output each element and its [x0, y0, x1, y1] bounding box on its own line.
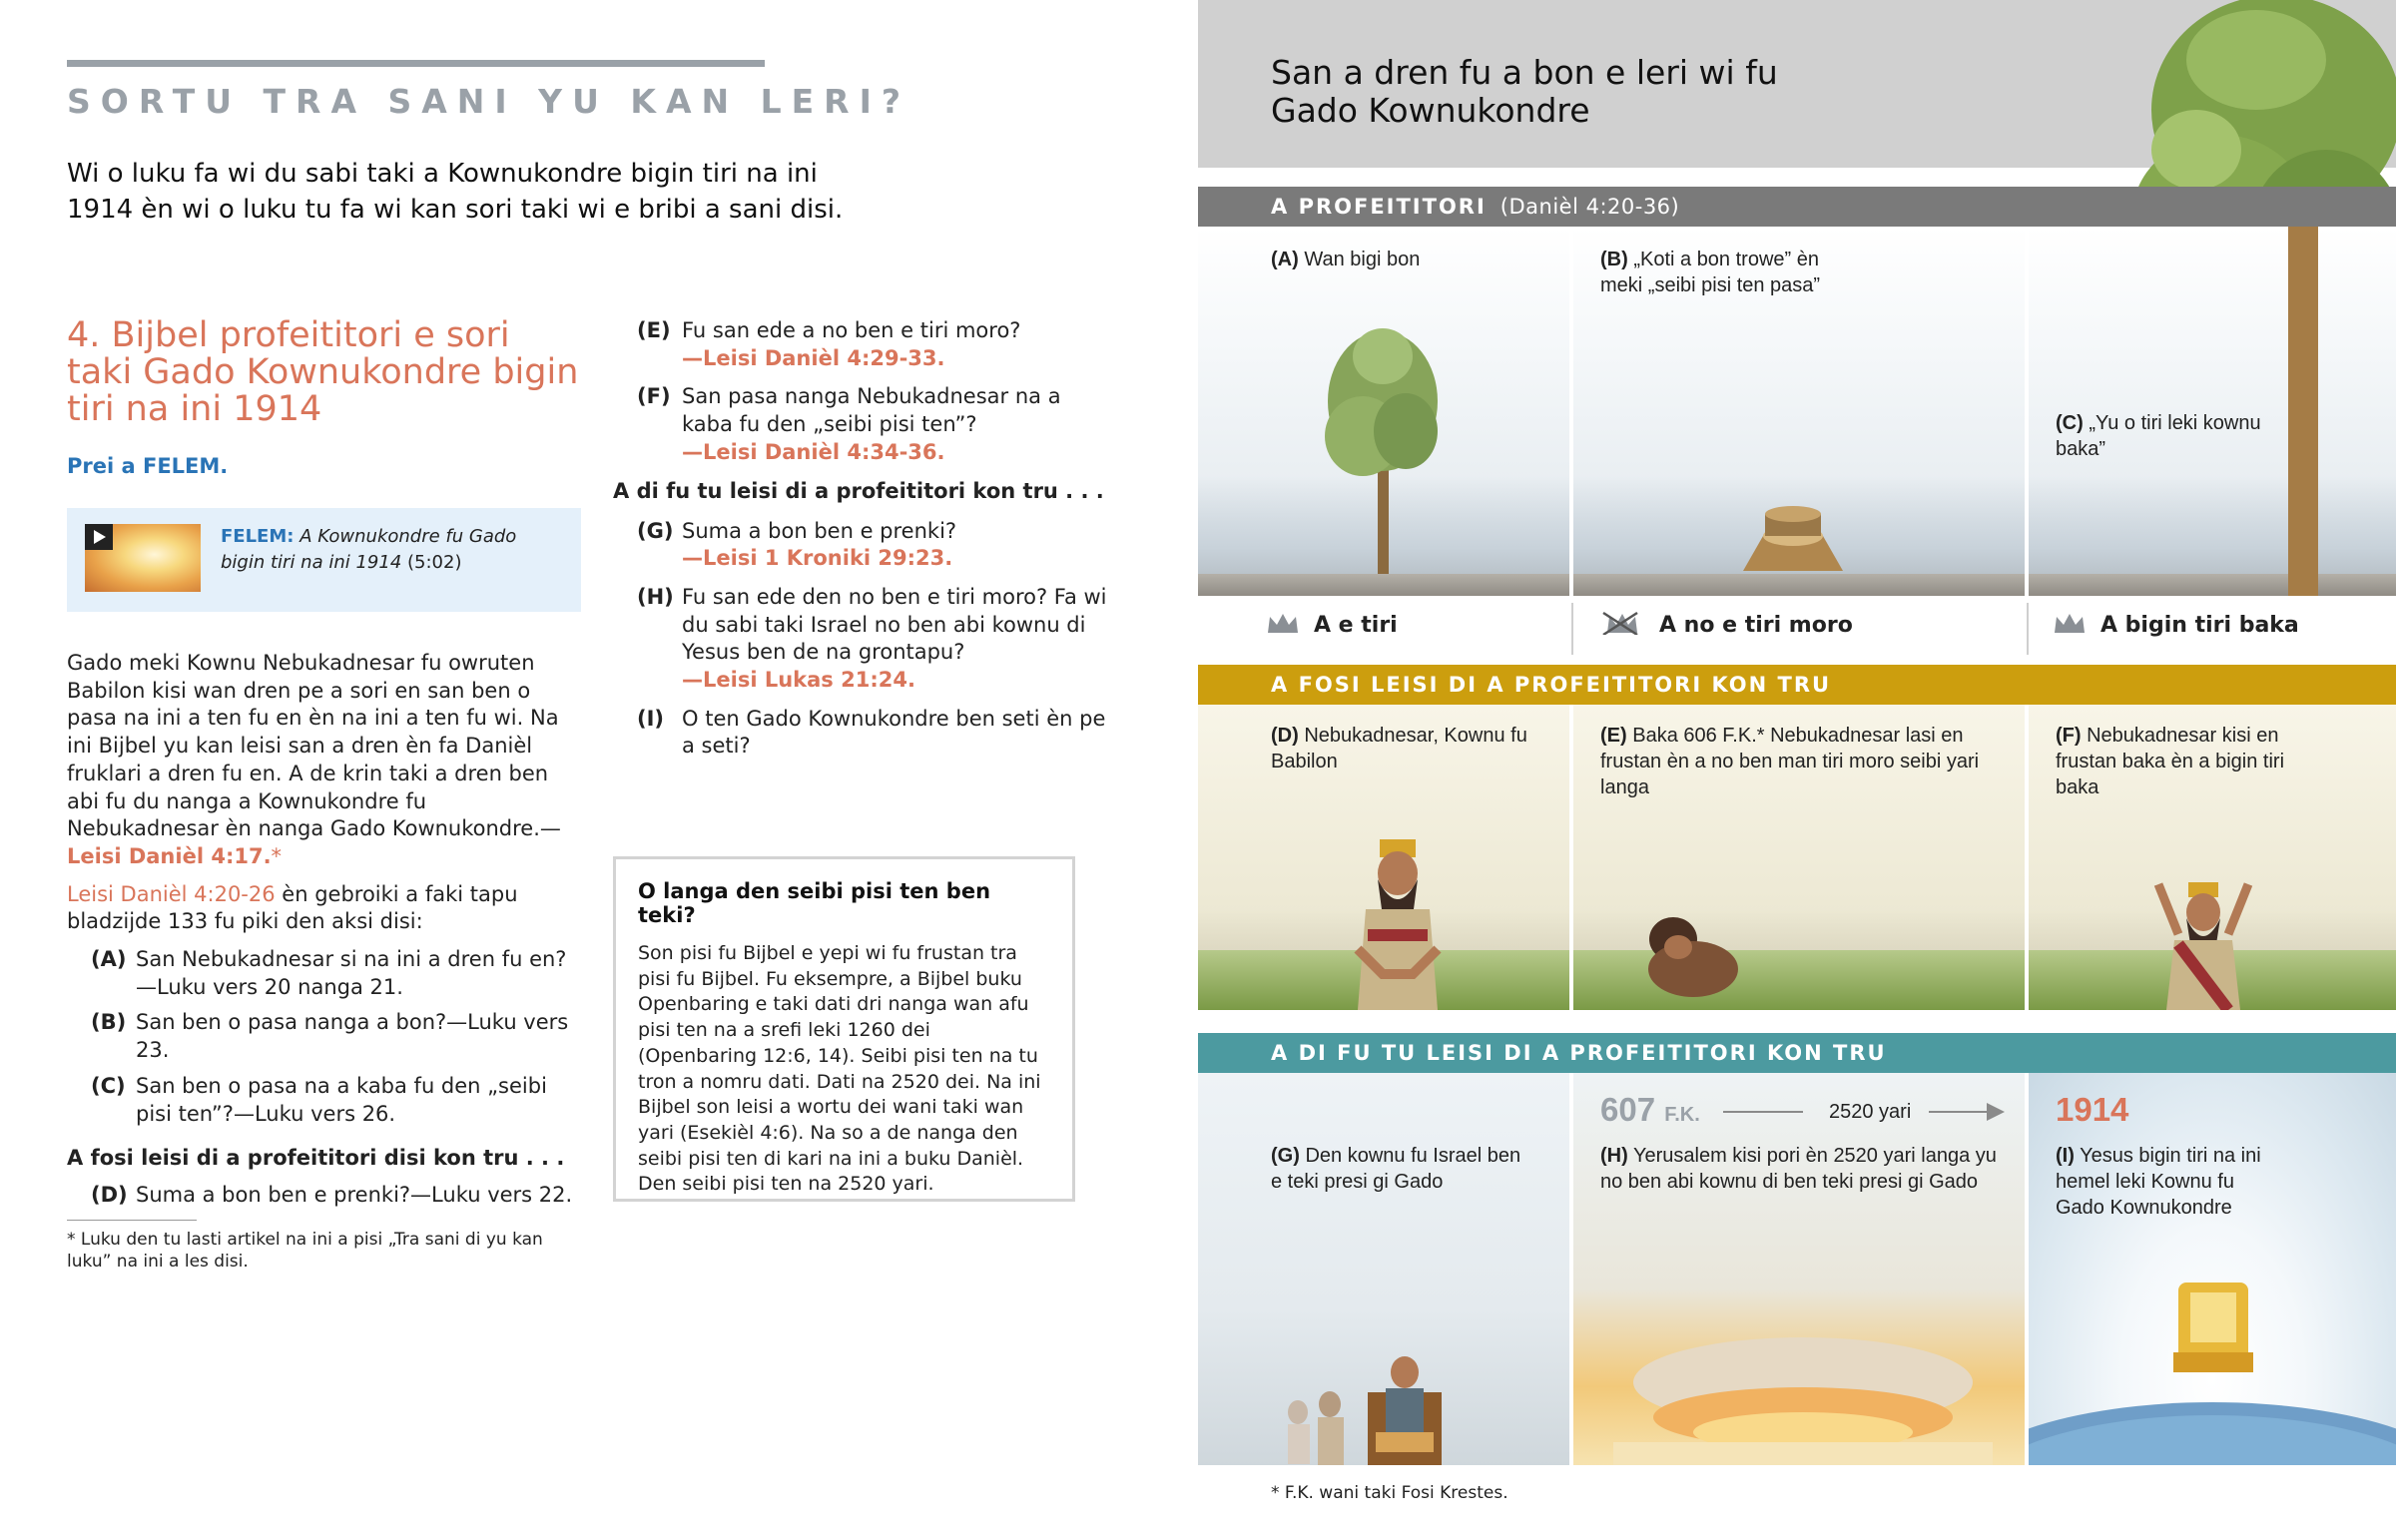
- scripture-link-daniel-4-20[interactable]: Leisi Danièl 4:20-26: [67, 881, 276, 906]
- earth-horizon-icon: [2029, 1382, 2396, 1465]
- question-item: [67, 1073, 581, 1128]
- question-item: [613, 584, 1112, 695]
- panel-e-madness: [1573, 705, 2025, 1010]
- question-text: San Nebukadnesar si na ini a dren fu en?—Luku vers 20 nanga 21.: [136, 947, 567, 999]
- play-icon[interactable]: [85, 524, 113, 550]
- right-page-chart: [1198, 0, 2396, 1540]
- video-title[interactable]: A Kownukondre fu Gado bigin tiri na ini 1914: [221, 526, 517, 573]
- panel-f-restored-king: [2029, 705, 2396, 1010]
- crouching-man-icon: [1633, 909, 1743, 999]
- panel-i-label: [2056, 1143, 2285, 1221]
- question-item: [613, 317, 1112, 372]
- right-title: San a dren fu a bon e leri wi fu Gado Kownukondre: [1271, 53, 1778, 130]
- panel-d-label: [1271, 723, 1540, 774]
- video-label: FELEM:: [221, 526, 295, 547]
- panel-letter: (C): [2056, 412, 2084, 434]
- panel-g-israel-kings: [1198, 1073, 1569, 1465]
- throne-icon: [2168, 1273, 2258, 1382]
- small-tree-icon: [1308, 326, 1458, 576]
- panel-text: „Yu o tiri leki kownu baka”: [2056, 412, 2261, 460]
- question-letter: (H): [637, 584, 674, 609]
- year-start-unit: F.K.: [1664, 1104, 1700, 1126]
- year-607: [1600, 1091, 1700, 1129]
- paragraph-dream: [67, 650, 581, 871]
- question-text: Fu san ede den no ben e tiri moro? Fa wi du sabi taki Israel no ben abi kownu di Yesus ben de na grontapu?: [682, 584, 1107, 665]
- crown-icon: [2053, 611, 2087, 635]
- paragraph-read: [67, 881, 581, 936]
- panel-letter: (G): [1271, 1145, 1300, 1167]
- panel-letter: (I): [2056, 1145, 2075, 1167]
- question-letter: (E): [637, 318, 671, 342]
- panel-a-label: [1271, 247, 1550, 272]
- king-figure-icon: [1348, 839, 1448, 1010]
- question-item: [67, 1009, 581, 1064]
- arrow-right-icon: [1987, 1103, 2005, 1121]
- panel-d-king: [1198, 705, 1569, 1010]
- timeline-line-right: [1929, 1111, 1989, 1113]
- footnote-rule: [67, 1220, 197, 1221]
- first-fulfillment-bar: A FOSI LEISI DI A PROFEITITORI KON TRU: [1198, 665, 2396, 705]
- panel-b-stump: [1573, 227, 2025, 596]
- divider: [2027, 603, 2029, 655]
- lesson-heading: 4. Bijbel profeititori e sori taki Gado Kownukondre bigin tiri na ini 1914: [67, 315, 579, 429]
- panel-text: Wan bigi bon: [1304, 249, 1421, 270]
- status-ruling: [1266, 611, 1398, 638]
- panel-letter: (F): [2056, 725, 2082, 747]
- footnote: * Luku den tu lasti artikel na ini a pisi „Tra sani di yu kan luku” na ini a les disi.: [67, 1229, 543, 1272]
- panel-letter: (H): [1600, 1145, 1628, 1167]
- panel-a-tree: [1198, 227, 1569, 596]
- question-text: Fu san ede a no ben e tiri moro?: [682, 318, 1021, 342]
- throne-figures-icon: [1268, 1332, 1468, 1465]
- question-text: O ten Gado Kownukondre ben seti èn pe a seti?: [682, 706, 1106, 759]
- question-letter: (C): [91, 1073, 126, 1098]
- question-text: San ben o pasa na a kaba fu den „seibi pisi ten”?—Luku vers 26.: [136, 1073, 547, 1126]
- paragraph-dream-text: Gado meki Kownu Nebukadnesar fu owruten Babilon kisi wan dren pe a sori en san ben o pasa na ini a ten fu en èn na ini a ten fu wi. Na ini Bijbel yu kan leisi san a dren èn fa Danièl fruklari a dren fu en. A de krin taki a dren ben abi fu du nanga a Kownukondre fu Nebukadnesar èn nanga Gado Kownukondre.—: [67, 651, 561, 841]
- question-text: Suma a bon ben e prenki?: [682, 518, 957, 543]
- prophecy-bar-label: A PROFEITITORI: [1271, 195, 1487, 219]
- right-footnote: * F.K. wani taki Fosi Krestes.: [1271, 1483, 1508, 1503]
- question-letter: (G): [637, 518, 674, 543]
- panel-b-label: [1600, 247, 1860, 298]
- question-list-a: [67, 946, 581, 1128]
- panel-c-regrown-tree: [2029, 227, 2396, 596]
- panel-text: Nebukadnesar kisi en frustan baka èn a bigin tiri baka: [2056, 725, 2285, 798]
- question-letter: (I): [637, 706, 665, 731]
- question-letter: (B): [91, 1010, 127, 1035]
- middle-column: [613, 317, 1112, 771]
- question-letter: (D): [91, 1183, 128, 1208]
- status-label: A no e tiri moro: [1659, 613, 1853, 638]
- question-letter: (A): [91, 947, 127, 972]
- panel-f-label: [2056, 723, 2285, 800]
- panel-letter: (A): [1271, 249, 1299, 270]
- watch-prompt: Prei a FELEM.: [67, 454, 229, 478]
- prophecy-bar: [1198, 187, 2396, 227]
- panel-text: Yesus bigin tiri na ini hemel leki Kownu fu Gado Kownukondre: [2056, 1145, 2261, 1219]
- info-box-text: Son pisi fu Bijbel e yepi wi fu frustan tra pisi fu Bijbel. Fu eksempre, a Bijbel buku Openbaring e taki dati dri nanga wan afu pisi ten na a srefi leki 1260 dei (Openbaring 12:6, 14). Seibi pisi ten na tu tron a nomru dati. Dati na 2520 dei. Na ini Bijbel son leisi a wortu dei wani taki wan yari (Esekièl 4:6). Na so a de nanga den seibi pisi ten di kari na ini a buku Danièl. Den seibi pisi ten na 2520 yari.: [638, 942, 1041, 1196]
- video-caption[interactable]: [221, 524, 565, 576]
- burning-city-icon: [1613, 1322, 1993, 1465]
- status-not-ruling: [1595, 611, 1853, 638]
- tree-trunk-icon: [2288, 227, 2328, 596]
- year-1914: 1914: [2056, 1091, 2129, 1128]
- intro-text: Wi o luku fa wi du sabi taki a Kownukondre bigin tiri na ini 1914 èn wi o luku tu fa wi kan sori taki wi e bribi a sani disi.: [67, 159, 844, 225]
- info-box-title: O langa den seibi pisi ten ben teki?: [638, 879, 991, 927]
- ground: [2029, 574, 2396, 596]
- crossed-crown-icon: [1595, 611, 1645, 635]
- year-start: 607: [1600, 1091, 1656, 1128]
- question-letter: (F): [637, 384, 671, 409]
- panel-text: Den kownu fu Israel ben e teki presi gi Gado: [1271, 1145, 1521, 1193]
- panel-e-label: [1600, 723, 2000, 800]
- scripture-link[interactable]: —Leisi Lukas 21:24.: [682, 668, 915, 693]
- question-text: San ben o pasa nanga a bon?—Luku vers 23.: [136, 1010, 569, 1063]
- question-item: [613, 518, 1112, 573]
- panel-letter: (E): [1600, 725, 1627, 747]
- subhead-first-fulfillment: A fosi leisi di a profeititori disi kon tru . . .: [67, 1146, 565, 1171]
- panel-text: Baka 606 F.K.* Nebukadnesar lasi en frustan èn a no ben man tiri moro seibi yari langa: [1600, 725, 1980, 798]
- subhead-second-fulfillment: A di fu tu leisi di a profeititori kon tru . . .: [613, 478, 1104, 503]
- scripture-link[interactable]: —Leisi Danièl 4:29-33.: [682, 345, 945, 370]
- status-label: A bigin tiri baka: [2100, 613, 2299, 638]
- scripture-link[interactable]: —Leisi 1 Kroniki 29:23.: [682, 546, 953, 571]
- timeline-line-left: [1723, 1111, 1803, 1113]
- ground: [1198, 574, 1569, 596]
- top-rule: [67, 60, 765, 67]
- prophecy-bar-ref: (Danièl 4:20-36): [1499, 195, 1680, 219]
- video-thumbnail[interactable]: [85, 524, 201, 592]
- question-text: Suma a bon ben e prenki?—Luku vers 22.: [136, 1183, 573, 1208]
- scripture-link[interactable]: —Leisi Danièl 4:34-36.: [682, 439, 945, 464]
- panel-text: „Koti a bon trowe” èn meki „seibi pisi ten pasa”: [1600, 249, 1821, 296]
- video-card[interactable]: [67, 508, 581, 612]
- question-item: [67, 1182, 581, 1210]
- panel-text: Nebukadnesar, Kownu fu Babilon: [1271, 725, 1527, 772]
- question-item: [613, 383, 1112, 466]
- section-title: SORTU TRA SANI YU KAN LERI?: [67, 82, 910, 121]
- panel-c-label: [2056, 410, 2265, 462]
- panel-text: Yerusalem kisi pori èn 2520 yari langa yu no ben abi kownu di ben teki presi gi Gado: [1600, 1145, 1997, 1193]
- praising-king-icon: [2138, 874, 2268, 1010]
- crown-icon: [1266, 611, 1300, 635]
- status-label: A e tiri: [1314, 613, 1398, 638]
- panel-g-label: [1271, 1143, 1530, 1195]
- panel-i-heavenly-kingdom: [2029, 1073, 2396, 1465]
- status-ruling-again: [2053, 611, 2299, 638]
- ground: [1573, 574, 2025, 596]
- left-column: [67, 317, 581, 1273]
- info-box: [613, 856, 1075, 1202]
- second-fulfillment-bar: A DI FU TU LEISI DI A PROFEITITORI KON TRU: [1198, 1033, 2396, 1073]
- question-text: San pasa nanga Nebukadnesar na a kaba fu den „seibi pisi ten”?: [682, 384, 1061, 437]
- status-row: [1198, 599, 2396, 659]
- divider: [1571, 603, 1573, 655]
- span-label: 2520 yari: [1829, 1101, 1912, 1123]
- question-item: [613, 706, 1112, 761]
- panel-h-label: [1600, 1143, 2010, 1195]
- footnote-marker[interactable]: *: [271, 843, 283, 868]
- panel-letter: (D): [1271, 725, 1299, 747]
- panel-h-jerusalem: [1573, 1073, 2025, 1465]
- video-duration: (5:02): [407, 552, 462, 573]
- question-item: [67, 946, 581, 1001]
- stump-icon: [1733, 496, 1853, 576]
- scripture-link-daniel-4-17[interactable]: Leisi Danièl 4:17.: [67, 843, 272, 868]
- panel-letter: (B): [1600, 249, 1628, 270]
- paragraph-read-text: èn gebroiki a faki tapu bladzijde 133 fu piki den aksi disi:: [67, 881, 518, 934]
